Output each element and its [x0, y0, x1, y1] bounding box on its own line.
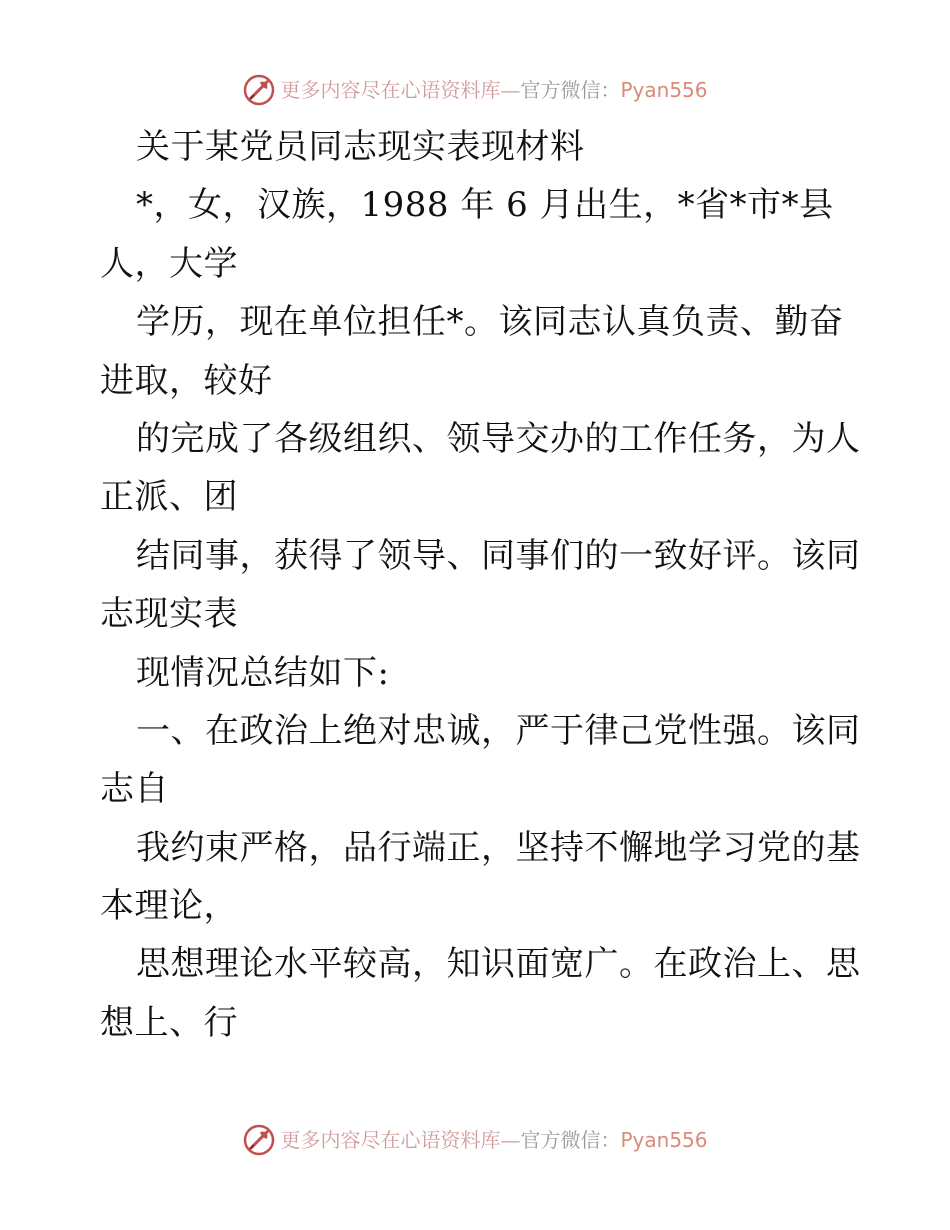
paragraph-line: 人，大学 [100, 243, 238, 284]
paragraph-line: 的完成了各级组织、领导交办的工作任务，为人 [136, 418, 861, 459]
paragraph-line: 正派、团 [100, 477, 238, 518]
paragraph-line: 我约束严格，品行端正，坚持不懈地学习党的基 [136, 827, 861, 868]
watermark-wechat-id: Pyan556 [620, 78, 708, 102]
paragraph-line: 志现实表 [100, 594, 238, 635]
watermark-separator: — [500, 1128, 521, 1152]
watermark-wechat-id: Pyan556 [620, 1128, 708, 1152]
paragraph-line: 现情况总结如下: [136, 652, 390, 693]
quill-icon [242, 1123, 276, 1157]
watermark-text: 更多内容尽在心语资料库 [280, 78, 501, 102]
watermark-separator: — [500, 78, 521, 102]
paragraph-line: 想上、行 [100, 1002, 238, 1043]
paragraph-line: 结同事，获得了领导、同事们的一致好评。该同 [136, 535, 861, 576]
paragraph-line: 本理论， [100, 886, 238, 927]
document-title: 关于某党员同志现实表现材料 [136, 127, 585, 167]
document-body [100, 118, 860, 1052]
paragraph-line: 思想理论水平较高，知识面宽广。在政治上、思 [136, 944, 861, 985]
paragraph-line: 进取，较好 [100, 360, 273, 401]
footer-watermark [0, 1120, 950, 1160]
paragraph-line: *，女，汉族，1988 年 6 月出生，*省*市*县 [136, 185, 834, 226]
paragraph-line: 学历，现在单位担任*。该同志认真负责、勤奋 [136, 302, 844, 343]
header-watermark [0, 70, 950, 110]
section-heading-line: 一、在政治上绝对忠诚，严于律己党性强。该同 [136, 710, 861, 751]
watermark-wechat-label: 官方微信： [520, 78, 621, 102]
quill-icon [242, 73, 276, 107]
watermark-wechat-label: 官方微信： [520, 1128, 621, 1152]
watermark-text: 更多内容尽在心语资料库 [280, 1128, 501, 1152]
paragraph-line: 志自 [100, 769, 169, 810]
